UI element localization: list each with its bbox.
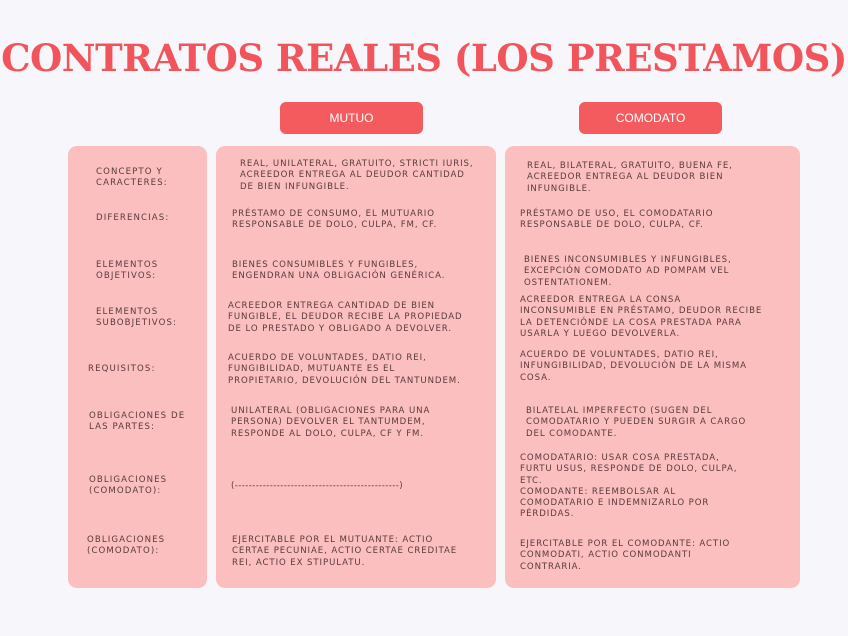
comodato-cell-concepto: REAL, BILATERAL, GRATUITO, BUENA FE, ACREEDOR ENTREGA AL DEUDOR BIEN INFUNGIBLE. — [527, 161, 733, 194]
row-label-concepto: CONCEPTO Y CARACTERES: — [96, 167, 168, 189]
comodato-cell-obligaciones-comodato-2: EJERCITABLE POR EL COMODANTE: ACTIO CONMODATI, ACTIO CONMODANTI CONTRARIA. — [520, 539, 731, 572]
comodato-cell-obligaciones-partes: BILATELAL IMPERFECTO (SUGEN DEL COMODATARIO Y PUEDEN SURGIR A CARGO DEL COMODANTE. — [526, 406, 747, 439]
comodato-cell-requisitos: ACUERDO DE VOLUNTADES, DATIO REI, INFUNGIBILIDAD, DEVOLUCIÓN DE LA MISMA COSA. — [520, 350, 747, 383]
mutuo-cell-obligaciones-comodato-2: EJERCITABLE POR EL MUTUANTE: ACTIO CERTAE PECUNIAE, ACTIO CERTAE CREDITAE REI, ACTIO EX STIPULATU. — [232, 535, 458, 568]
comodato-header: COMODATO — [579, 102, 722, 134]
row-label-elementos-objetivos: ELEMENTOS OBJETIVOS: — [96, 260, 159, 282]
mutuo-cell-obligaciones-comodato-1: (-----------------------------------------------) — [231, 481, 404, 491]
row-label-obligaciones-comodato-1: OBLIGACIONES (COMODATO): — [89, 475, 168, 497]
comodato-cell-elementos-objetivos: BIENES INCONSUMIBLES Y INFUNGIBLES, EXCEPCIÓN COMODATO AD POMPAM VEL OSTENTATIONEM. — [524, 255, 732, 288]
comodato-cell-diferencias: PRÉSTAMO DE USO, EL COMODATARIO RESPONSABLE DE DOLO, CULPA, CF. — [520, 209, 714, 231]
mutuo-cell-elementos-objetivos: BIENES CONSUMIBLES Y FUNGIBLES, ENGENDRAN UNA OBLIGACIÓN GENÉRICA. — [232, 260, 446, 282]
mutuo-cell-diferencias: PRÉSTAMO DE CONSUMO, EL MUTUARIO RESPONSABLE DE DOLO, CULPA, FM, CF. — [232, 209, 438, 231]
row-label-obligaciones-comodato-2: OBLIGACIONES (COMODATO): — [87, 535, 166, 557]
mutuo-cell-requisitos: ACUERDO DE VOLUNTADES, DATIO REI, FUNGIBILIDAD, MUTUANTE ES EL PROPIETARIO, DEVOLUCIÓN DEL TANTUNDEM. — [228, 353, 461, 386]
page-title: CONTRATOS REALES (LOS PRESTAMOS) — [1, 36, 847, 80]
mutuo-header: MUTUO — [280, 102, 423, 134]
mutuo-cell-concepto: REAL, UNILATERAL, GRATUITO, STRICTI IURIS, ACREEDOR ENTREGA AL DEUDOR CANTIDAD DE BIEN INFUNGIBLE. — [240, 159, 474, 192]
row-label-elementos-subobjetivos: ELEMENTOS SUBOBJETIVOS: — [96, 307, 178, 329]
row-label-obligaciones-partes: OBLIGACIONES DE LAS PARTES: — [89, 411, 186, 433]
comodato-cell-obligaciones-comodato-1: COMODATARIO: USAR COSA PRESTADA, FURTU USUS, RESPONDE DE DOLO, CULPA, ETC. COMODANTE: REEMBOLSAR AL COMODATARIO E INDEMNIZARLO POR PÉRDIDAS. — [520, 453, 738, 520]
mutuo-cell-elementos-subobjetivos: ACREEDOR ENTREGA CANTIDAD DE BIEN FUNGIBLE, EL DEUDOR RECIBE LA PROPIEDAD DE LO PRESTADO Y OBLIGADO A DEVOLVER. — [228, 301, 463, 334]
row-label-requisitos: REQUISITOS: — [88, 364, 156, 374]
mutuo-cell-obligaciones-partes: UNILATERAL (OBLIGACIONES PARA UNA PERSONA) DEVOLVER EL TANTUMDEM, RESPONDE AL DOLO, CULPA, CF Y FM. — [231, 406, 431, 439]
row-label-diferencias: DIFERENCIAS: — [96, 213, 170, 223]
comodato-cell-elementos-subobjetivos: ACREEDOR ENTREGA LA CONSA INCONSUMIBLE EN PRÉSTAMO, DEUDOR RECIBE LA DETENCIÓNDE LA COSA PRESTADA PARA USARLA Y LUEGO DEVOLVERLA. — [520, 295, 763, 339]
